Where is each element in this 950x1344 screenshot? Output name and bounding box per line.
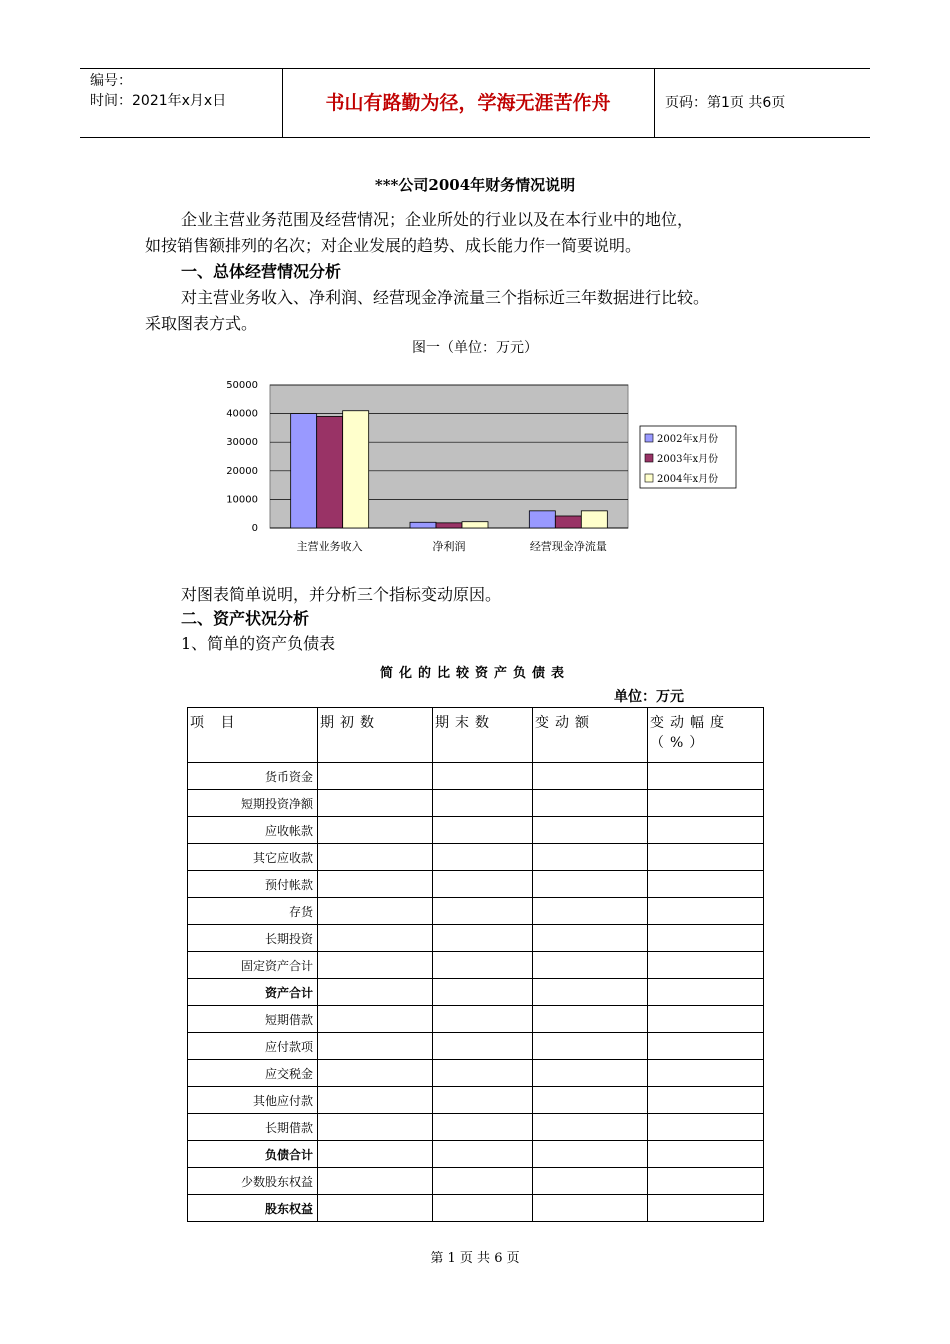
y-tick-label: 30000 [226,437,258,449]
x-category-label: 经营现金净流量 [529,540,607,553]
table-cell [533,1168,648,1195]
table-row [188,763,764,790]
table-row [188,1033,764,1060]
header-motto: 书山有路勤为径，学海无涯苦作舟 [325,92,611,114]
table-row [188,1114,764,1141]
table-cell [318,925,433,952]
table-row [188,1006,764,1033]
table-cell [648,1060,764,1087]
row-label: 长期借款 [188,1114,318,1141]
table-cell [533,871,648,898]
legend-swatch [645,434,653,442]
chart-bar [410,522,436,528]
intro-line-2: 如按销售额排列的名次；对企业发展的趋势、成长能力作一简要说明。 [145,236,642,255]
table-row [188,1195,764,1222]
table-cell [433,952,533,979]
table-cell [433,1006,533,1033]
table-cell [318,1033,433,1060]
row-label: 短期投资净额 [188,790,318,817]
section-1-heading: 一、总体经营情况分析 [181,262,342,281]
legend-label: 2002年x月份 [657,434,719,445]
row-label: 负债合计 [188,1141,318,1168]
table-cell [318,1087,433,1114]
time-label: 时间：2021年x月x日 [90,93,227,109]
column-header: 变动幅度（%） [648,708,764,763]
table-unit: 单位：万元 [614,689,684,705]
row-label: 股东权益 [188,1195,318,1222]
row-label: 其它应收款 [188,844,318,871]
table-row [188,871,764,898]
table-cell [318,1060,433,1087]
page-header [80,68,870,138]
table-cell [648,1168,764,1195]
table-cell [433,979,533,1006]
table-cell [433,1033,533,1060]
column-header: 项 目 [188,708,318,763]
table-cell [533,1141,648,1168]
table-cell [433,1141,533,1168]
section-1-line-2: 采取图表方式。 [145,314,258,333]
table-cell [433,1114,533,1141]
y-tick-label: 40000 [226,408,258,420]
row-label: 应交税金 [188,1060,318,1087]
section-2-heading: 二、资产状况分析 [181,609,310,628]
table-cell [648,871,764,898]
table-cell [318,844,433,871]
row-label: 资产合计 [188,979,318,1006]
row-label: 应付款项 [188,1033,318,1060]
table-cell [318,979,433,1006]
column-header: 期初数 [318,708,433,763]
chart-bar [436,523,462,528]
table-cell [533,1033,648,1060]
chart-bar [462,522,488,528]
serial-label: 编号： [90,73,132,89]
row-label: 预付帐款 [188,871,318,898]
table-row [188,1141,764,1168]
row-label: 货币资金 [188,763,318,790]
header-divider [654,69,655,137]
table-row [188,1087,764,1114]
row-label: 固定资产合计 [188,952,318,979]
table-cell [648,1141,764,1168]
table-cell [533,817,648,844]
row-label: 少数股东权益 [188,1168,318,1195]
y-tick-label: 50000 [226,380,258,391]
table-cell [648,1114,764,1141]
table-cell [533,898,648,925]
table-cell [318,1168,433,1195]
page-footer: 第 1 页 共 6 页 [430,1251,520,1266]
table-cell [318,763,433,790]
table-cell [648,790,764,817]
x-category-label: 净利润 [432,540,466,553]
chart-bar [529,511,555,528]
chart-note: 对图表简单说明，并分析三个指标变动原因。 [181,585,502,604]
table-cell [318,898,433,925]
table-cell [648,817,764,844]
table-cell [648,763,764,790]
legend-swatch [645,454,653,462]
table-cell [648,1006,764,1033]
x-category-label: 主营业务收入 [296,540,363,553]
chart-bar [291,414,317,528]
row-label: 长期投资 [188,925,318,952]
table-cell [533,952,648,979]
table-cell [648,844,764,871]
figure-caption: 图一（单位：万元） [412,340,538,356]
table-cell [318,1114,433,1141]
table-cell [533,763,648,790]
section-1-line-1: 对主营业务收入、净利润、经营现金净流量三个指标近三年数据进行比较。 [181,288,710,307]
table-cell [533,790,648,817]
table-cell [433,1087,533,1114]
table-cell [533,1195,648,1222]
table-cell [433,1195,533,1222]
y-tick-label: 20000 [226,465,258,477]
column-header: 变动额 [533,708,648,763]
bar-chart [200,370,760,570]
table-cell [318,790,433,817]
table-cell [648,952,764,979]
table-row [188,844,764,871]
section-2-subheading: 1、简单的资产负债表 [181,634,336,653]
table-cell [433,1168,533,1195]
table-cell [318,871,433,898]
table-header-row [188,708,764,763]
table-row [188,952,764,979]
table-cell [648,1033,764,1060]
table-cell [433,844,533,871]
table-cell [648,1087,764,1114]
table-row [188,898,764,925]
table-cell [533,1006,648,1033]
legend-swatch [645,474,653,482]
table-title: 简化的比较资产负债表 [379,666,570,681]
table-cell [648,925,764,952]
table-cell [433,763,533,790]
table-cell [318,952,433,979]
table-row [188,925,764,952]
table-cell [318,817,433,844]
intro-line-1: 企业主营业务范围及经营情况；企业所处的行业以及在本行业中的地位， [181,210,694,229]
chart-bar [581,511,607,528]
table-cell [533,1060,648,1087]
table-cell [533,979,648,1006]
table-cell [533,1087,648,1114]
table-cell [433,925,533,952]
header-page-info: 页码：第1页 共6页 [665,95,786,111]
table-cell [433,1060,533,1087]
legend-label: 2004年x月份 [657,474,719,485]
table-cell [533,925,648,952]
table-cell [533,844,648,871]
column-header: 期末数 [433,708,533,763]
chart-legend [640,426,736,488]
table-cell [433,790,533,817]
table-row [188,790,764,817]
chart-bar [317,416,343,528]
legend-label: 2003年x月份 [657,454,719,465]
row-label: 短期借款 [188,1006,318,1033]
table-row [188,817,764,844]
header-meta [90,71,226,111]
chart-bar [555,516,581,528]
table-cell [533,1114,648,1141]
balance-sheet-table [187,707,764,1222]
row-label: 存货 [188,898,318,925]
table-cell [318,1006,433,1033]
table-cell [318,1141,433,1168]
table-cell [648,898,764,925]
table-cell [433,898,533,925]
row-label: 其他应付款 [188,1087,318,1114]
table-cell [433,817,533,844]
table-row [188,1060,764,1087]
table-cell [433,871,533,898]
table-row [188,1168,764,1195]
chart-bar [343,411,369,528]
document-title: ***公司2004年财务情况说明 [374,176,576,194]
table-cell [318,1195,433,1222]
table-cell [648,979,764,1006]
y-tick-label: 10000 [226,494,258,506]
table-cell [648,1195,764,1222]
row-label: 应收帐款 [188,817,318,844]
y-tick-label: 0 [251,523,258,534]
table-row [188,979,764,1006]
